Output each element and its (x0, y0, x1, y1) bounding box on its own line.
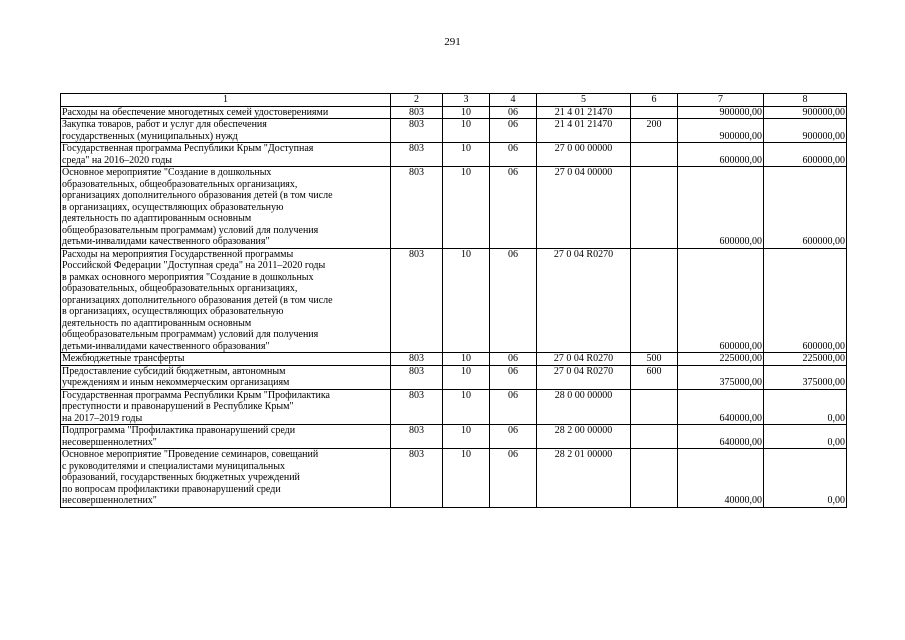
row-description: Государственная программа Республики Крым "Профилактика преступности и правонарушений в Республике Крым" на 2017–2019 годы (61, 389, 391, 425)
budget-table (60, 93, 847, 508)
amount-col-7: 375000,00 (678, 365, 764, 389)
section-code: 10 (443, 353, 490, 366)
header-cell: 7 (678, 94, 764, 107)
header-cell: 8 (764, 94, 847, 107)
table-row (61, 143, 847, 167)
table-row (61, 353, 847, 366)
table-row (61, 106, 847, 119)
chapter-code: 803 (391, 449, 443, 508)
header-cell: 1 (61, 94, 391, 107)
section-code: 10 (443, 425, 490, 449)
table-row (61, 389, 847, 425)
target-article-code: 28 2 01 00000 (537, 449, 631, 508)
expense-type-code (631, 449, 678, 508)
table-row (61, 119, 847, 143)
expense-type-code (631, 425, 678, 449)
chapter-code: 803 (391, 389, 443, 425)
section-code: 10 (443, 119, 490, 143)
subsection-code: 06 (490, 389, 537, 425)
section-code: 10 (443, 248, 490, 353)
row-description: Государственная программа Республики Крым "Доступная среда" на 2016–2020 годы (61, 143, 391, 167)
target-article-code: 27 0 04 00000 (537, 167, 631, 249)
header-cell: 2 (391, 94, 443, 107)
subsection-code: 06 (490, 248, 537, 353)
target-article-code: 21 4 01 21470 (537, 106, 631, 119)
table-row (61, 365, 847, 389)
section-code: 10 (443, 365, 490, 389)
target-article-code: 27 0 04 R0270 (537, 248, 631, 353)
chapter-code: 803 (391, 353, 443, 366)
subsection-code: 06 (490, 449, 537, 508)
expense-type-code (631, 106, 678, 119)
header-cell: 3 (443, 94, 490, 107)
expense-type-code (631, 167, 678, 249)
expense-type-code (631, 389, 678, 425)
target-article-code: 28 2 00 00000 (537, 425, 631, 449)
amount-col-7: 600000,00 (678, 248, 764, 353)
chapter-code: 803 (391, 167, 443, 249)
target-article-code: 27 0 04 R0270 (537, 353, 631, 366)
section-code: 10 (443, 167, 490, 249)
section-code: 10 (443, 106, 490, 119)
amount-col-7: 225000,00 (678, 353, 764, 366)
expense-type-code: 600 (631, 365, 678, 389)
target-article-code: 28 0 00 00000 (537, 389, 631, 425)
subsection-code: 06 (490, 143, 537, 167)
amount-col-8: 0,00 (764, 389, 847, 425)
amount-col-8: 600000,00 (764, 248, 847, 353)
amount-col-7: 600000,00 (678, 167, 764, 249)
subsection-code: 06 (490, 119, 537, 143)
row-description: Предоставление субсидий бюджетным, автономным учреждениям и иным некоммерческим организациям (61, 365, 391, 389)
subsection-code: 06 (490, 106, 537, 119)
subsection-code: 06 (490, 353, 537, 366)
target-article-code: 27 0 04 R0270 (537, 365, 631, 389)
expense-type-code (631, 248, 678, 353)
amount-col-8: 900000,00 (764, 119, 847, 143)
amount-col-8: 0,00 (764, 449, 847, 508)
row-description: Основное мероприятие "Создание в дошкольных образовательных, общеобразовательных организациях, организациях дополнительного образования детей (в том числе в организациях, осуществляющих образовательную деятельность по адаптированным основным общеобразовательным программам) условий для получения детьми-инвалидами качественного образования" (61, 167, 391, 249)
section-code: 10 (443, 389, 490, 425)
amount-col-8: 600000,00 (764, 143, 847, 167)
row-description: Расходы на мероприятия Государственной программы Российской Федерации "Доступная среда" на 2011–2020 годы в рамках основного мероприятия "Создание в дошкольных образовательных, общеобразовательных организациях, организациях дополнительного образования детей (в том числе в организациях, осуществляющих образовательную деятельность по адаптированным основным общеобразовательным программам) условий для получения детьми-инвалидами качественного образования" (61, 248, 391, 353)
expense-type-code: 200 (631, 119, 678, 143)
table-row (61, 167, 847, 249)
chapter-code: 803 (391, 425, 443, 449)
subsection-code: 06 (490, 425, 537, 449)
chapter-code: 803 (391, 248, 443, 353)
amount-col-7: 900000,00 (678, 106, 764, 119)
expense-type-code (631, 143, 678, 167)
amount-col-7: 640000,00 (678, 425, 764, 449)
amount-col-8: 225000,00 (764, 353, 847, 366)
chapter-code: 803 (391, 119, 443, 143)
page-number: 291 (444, 36, 461, 48)
amount-col-7: 40000,00 (678, 449, 764, 508)
row-description: Расходы на обеспечение многодетных семей удостоверениями (61, 106, 391, 119)
amount-col-8: 375000,00 (764, 365, 847, 389)
row-description: Основное мероприятие "Проведение семинаров, совещаний с руководителями и специалистами муниципальных образований, государственных бюджетных учреждений по вопросам профилактики правонарушений среди несовершеннолетних" (61, 449, 391, 508)
amount-col-8: 0,00 (764, 425, 847, 449)
chapter-code: 803 (391, 143, 443, 167)
amount-col-7: 640000,00 (678, 389, 764, 425)
amount-col-8: 600000,00 (764, 167, 847, 249)
table-row (61, 449, 847, 508)
expense-type-code: 500 (631, 353, 678, 366)
section-code: 10 (443, 449, 490, 508)
target-article-code: 21 4 01 21470 (537, 119, 631, 143)
amount-col-7: 900000,00 (678, 119, 764, 143)
table-row (61, 248, 847, 353)
row-description: Межбюджетные трансферты (61, 353, 391, 366)
header-cell: 4 (490, 94, 537, 107)
chapter-code: 803 (391, 365, 443, 389)
amount-col-8: 900000,00 (764, 106, 847, 119)
subsection-code: 06 (490, 167, 537, 249)
subsection-code: 06 (490, 365, 537, 389)
target-article-code: 27 0 00 00000 (537, 143, 631, 167)
table-row (61, 425, 847, 449)
chapter-code: 803 (391, 106, 443, 119)
row-description: Подпрограмма "Профилактика правонарушений среди несовершеннолетних" (61, 425, 391, 449)
amount-col-7: 600000,00 (678, 143, 764, 167)
header-cell: 5 (537, 94, 631, 107)
header-cell: 6 (631, 94, 678, 107)
header-row (61, 94, 847, 107)
row-description: Закупка товаров, работ и услуг для обеспечения государственных (муниципальных) нужд (61, 119, 391, 143)
section-code: 10 (443, 143, 490, 167)
